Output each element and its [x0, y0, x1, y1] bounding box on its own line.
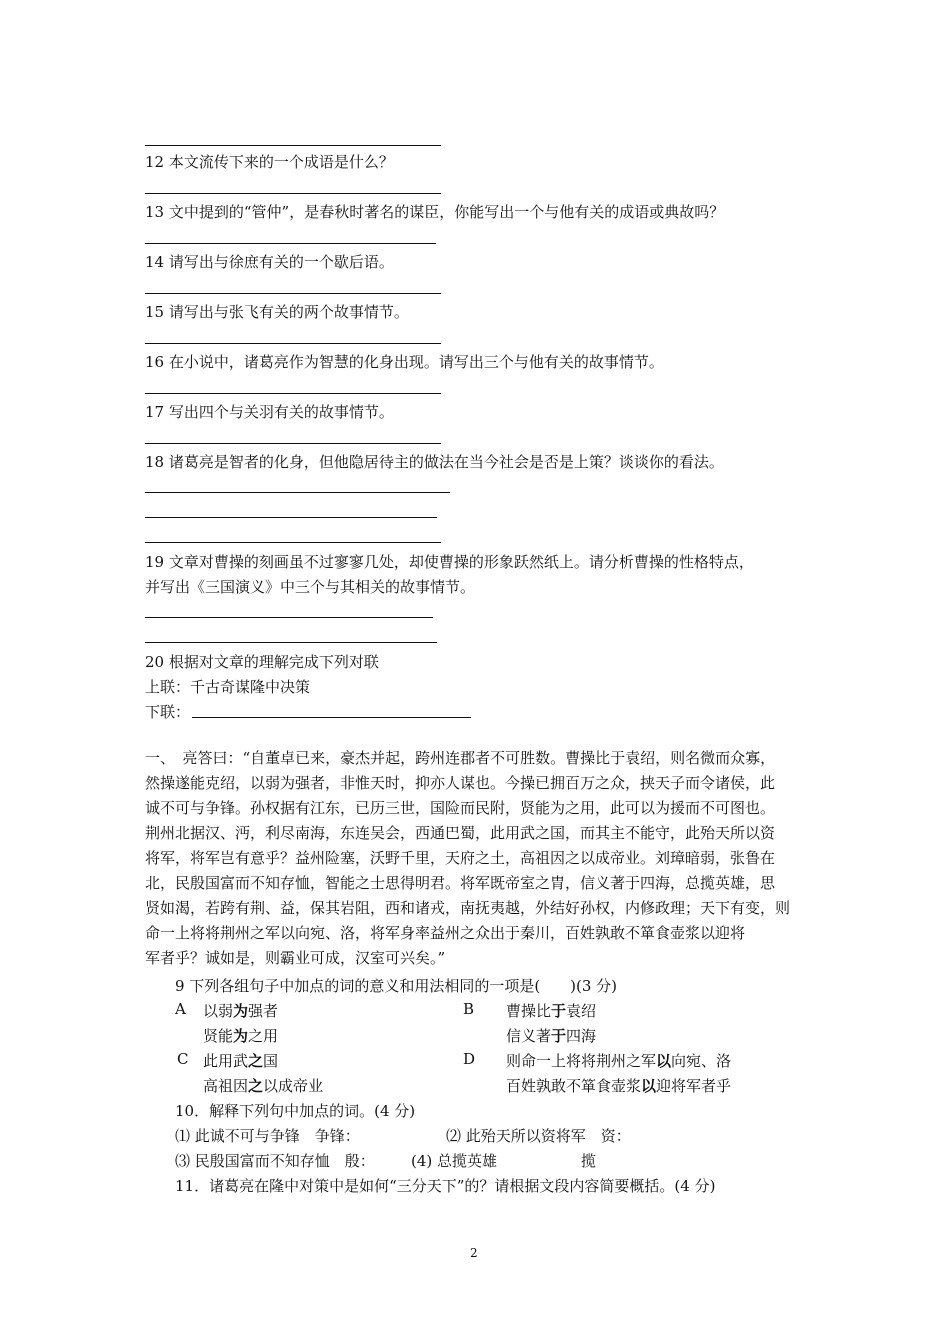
- answer-line: [145, 443, 441, 444]
- dotted-word: 于: [551, 1002, 567, 1020]
- question-18: 18 诸葛亮是智者的化身，但他隐居待主的做法在当今社会是否是上策？谈谈你的看法。: [145, 453, 724, 471]
- passage-line: 将军，将军岂有意乎？益州险塞，沃野千里，天府之土，高祖因之以成帝业。刘璋暗弱，张鲁在: [145, 849, 776, 867]
- couplet-lower-label: 下联：: [145, 703, 191, 721]
- passage-line: 诚不可与争锋。孙权据有江东，已历三世，国险而民附，贤能为之用，此可以为援而不可图也。: [145, 799, 776, 817]
- couplet-upper: 上联：千古奇谋隆中决策: [145, 678, 311, 696]
- passage-line: 命一上将将荆州之军以向宛、洛，将军身率益州之众出于秦川，百姓孰敢不箪食壶浆以迎将: [145, 924, 746, 942]
- question-9-stem: 9 下列各组句子中加点的词的意义和用法相同的一项是( )(3 分): [175, 977, 618, 995]
- answer-line: [145, 145, 441, 146]
- passage-line: 北，民殷国富而不知存恤，智能之士思得明君。将军既帝室之胄，信义著于四海，总揽英雄，思: [145, 874, 776, 892]
- question-11-stem: 11．诸葛亮在隆中对策中是如何“三分天下”的？请根据文段内容简要概括。(4 分): [175, 1177, 716, 1195]
- answer-line: [145, 492, 450, 493]
- dotted-word: 以: [656, 1052, 672, 1070]
- passage-line: 贤如渴，若跨有荆、益，保其岩阻，西和诸戎，南抚夷越，外结好孙权，内修政理；天下有变，则: [145, 899, 791, 917]
- dotted-word: 以: [641, 1077, 657, 1095]
- answer-line: [145, 343, 441, 344]
- answer-line: [145, 293, 441, 294]
- answer-line: [145, 393, 441, 394]
- question-19-line-2: 并写出《三国演义》中三个与其相关的故事情节。: [145, 578, 476, 596]
- option-c-sentence-2: 高祖因之以成帝业: [203, 1077, 324, 1095]
- question-10-item-4: (4) 总揽英雄: [411, 1152, 498, 1170]
- dotted-word: 于: [551, 1027, 567, 1045]
- page-number: 2: [470, 1246, 478, 1260]
- question-13: 13 文中提到的“管仲”，是春秋时著名的谋臣，你能写出一个与他有关的成语或典故吗？: [145, 203, 725, 221]
- question-10-item-4-word: 揽: [581, 1152, 597, 1170]
- couplet-lower-blank[interactable]: [192, 717, 471, 718]
- passage-line: 然操遂能克绍，以弱为强者，非惟天时，抑亦人谋也。今操已拥百万之众，挟天子而令诸侯，此: [145, 774, 776, 792]
- option-a-sentence-2: 贤能为之用: [203, 1027, 279, 1045]
- answer-line: [145, 517, 437, 518]
- question-10-stem: 10．解释下列句中加点的词。(4 分): [175, 1102, 416, 1120]
- question-16: 16 在小说中，诸葛亮作为智慧的化身出现。请写出三个与他有关的故事情节。: [145, 353, 664, 371]
- question-15: 15 请写出与张飞有关的两个故事情节。: [145, 303, 409, 321]
- question-10-item-3: ⑶ 民殷国富而不知存恤 殷：: [175, 1152, 375, 1170]
- question-12: 12 本文流传下来的一个成语是什么？: [145, 153, 394, 171]
- passage-line: 一、 亮答曰：“自董卓已来，豪杰并起，跨州连郡者不可胜数。曹操比于袁绍，则名微而众寡，: [145, 749, 776, 767]
- dotted-word: 为: [233, 1002, 249, 1020]
- question-17: 17 写出四个与关羽有关的故事情节。: [145, 403, 394, 421]
- question-10-item-1: ⑴ 此诚不可与争锋 争锋：: [175, 1127, 360, 1145]
- option-b-sentence-2: 信义著于四海: [506, 1027, 597, 1045]
- option-c-label: C: [177, 1050, 189, 1068]
- answer-line: [145, 243, 436, 244]
- question-10-item-2: ⑵ 此殆天所以资将军 资：: [446, 1127, 631, 1145]
- question-19-line-1: 19 文章对曹操的刻画虽不过寥寥几处，却使曹操的形象跃然纸上。请分析曹操的性格特点，: [145, 553, 754, 571]
- passage: [145, 746, 810, 971]
- dotted-word: 为: [233, 1027, 249, 1045]
- question-20: 20 根据对文章的理解完成下列对联: [145, 653, 379, 671]
- option-d-sentence-2: 百姓孰敢不箪食壶浆以迎将军者乎: [506, 1077, 732, 1095]
- passage-line: 军者乎？诚如是，则霸业可成，汉室可兴矣。”: [145, 949, 446, 967]
- option-c-sentence-1: 此用武之国: [203, 1052, 279, 1070]
- dotted-word: 之: [248, 1077, 264, 1095]
- option-d-sentence-1: 则命一上将将荆州之军以向宛、洛: [506, 1052, 732, 1070]
- passage-line: 荆州北据汉、沔，利尽南海，东连吴会，西通巴蜀，此用武之国，而其主不能守，此殆天所以资: [145, 824, 776, 842]
- answer-line: [145, 642, 437, 643]
- question-14: 14 请写出与徐庶有关的一个歇后语。: [145, 253, 394, 271]
- answer-line: [145, 617, 433, 618]
- option-b-label: B: [463, 1000, 475, 1018]
- answer-line: [145, 542, 441, 543]
- answer-line: [145, 193, 441, 194]
- option-a-sentence-1: 以弱为强者: [203, 1002, 279, 1020]
- option-a-label: A: [175, 1000, 186, 1018]
- dotted-word: 之: [248, 1052, 264, 1070]
- option-b-sentence-1: 曹操比于袁绍: [506, 1002, 597, 1020]
- option-d-label: D: [463, 1050, 476, 1068]
